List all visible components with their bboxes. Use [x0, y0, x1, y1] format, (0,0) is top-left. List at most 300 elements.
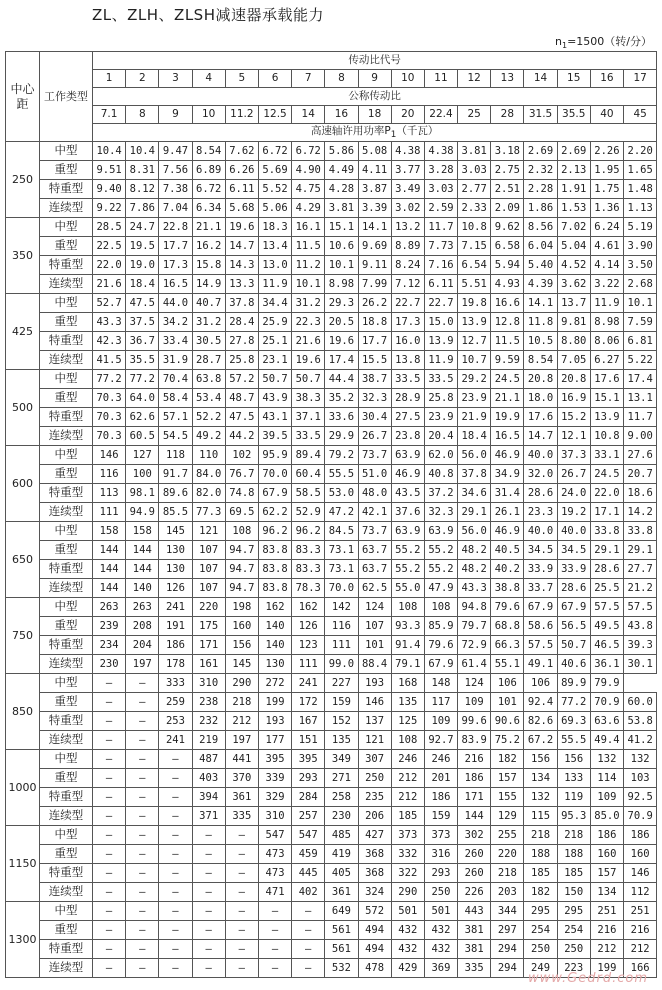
power-value-cell: 142	[325, 598, 358, 617]
power-value-cell: 212	[225, 712, 258, 731]
power-value-cell: 48.2	[458, 541, 491, 560]
power-value-cell: 63.7	[358, 560, 391, 579]
power-value-cell: 70.9	[590, 693, 623, 712]
power-value-cell: 251	[624, 902, 657, 921]
power-value-cell: 33.6	[325, 408, 358, 427]
table-row	[6, 332, 657, 351]
ratio-value-cell: 18	[358, 106, 391, 124]
table-row	[6, 712, 657, 731]
work-type-cell: 特重型	[40, 940, 93, 959]
power-value-cell: 219	[192, 731, 225, 750]
power-value-cell: 47.2	[325, 503, 358, 522]
power-value-cell: 405	[325, 864, 358, 883]
power-value-cell: 37.3	[557, 446, 590, 465]
power-value-cell: —	[126, 769, 159, 788]
power-value-cell: 55.2	[391, 541, 424, 560]
power-value-cell: —	[126, 807, 159, 826]
power-value-cell: 56.5	[557, 617, 590, 636]
power-value-cell: 17.1	[590, 503, 623, 522]
power-value-cell: 95.9	[258, 446, 291, 465]
ratio-value-cell: 45	[624, 106, 657, 124]
power-value-cell: 2.69	[557, 142, 590, 161]
power-value-cell: 13.2	[391, 218, 424, 237]
power-value-cell: 33.9	[557, 560, 590, 579]
power-value-cell: 11.5	[292, 237, 325, 256]
power-value-cell: 125	[391, 712, 424, 731]
power-value-cell: —	[93, 959, 126, 978]
power-value-cell: 99.6	[458, 712, 491, 731]
power-value-cell: 92.4	[524, 693, 557, 712]
power-value-cell: 18.8	[358, 313, 391, 332]
table-row	[6, 636, 657, 655]
power-value-cell: 272	[258, 674, 291, 693]
power-value-cell: 79.1	[391, 655, 424, 674]
power-value-cell: 3.02	[391, 199, 424, 218]
header-row-ratio-code	[6, 52, 657, 70]
power-value-cell: 44.0	[159, 294, 192, 313]
power-value-cell: 293	[424, 864, 457, 883]
ratio-value-cell: 31.5	[524, 106, 557, 124]
table-row	[6, 446, 657, 465]
power-value-cell: 94.7	[225, 541, 258, 560]
power-value-cell: 83.8	[258, 579, 291, 598]
power-header	[93, 124, 657, 142]
power-value-cell: 107	[358, 617, 391, 636]
power-value-cell: 235	[358, 788, 391, 807]
center-distance-cell: 1150	[6, 826, 40, 902]
power-value-cell: 10.1	[624, 294, 657, 313]
power-value-cell: 4.38	[391, 142, 424, 161]
ratio-code-cell: 11	[424, 70, 457, 88]
power-value-cell: 115	[524, 807, 557, 826]
power-value-cell: 94.9	[126, 503, 159, 522]
power-value-cell: 218	[225, 693, 258, 712]
power-value-cell: 402	[292, 883, 325, 902]
table-row	[6, 484, 657, 503]
power-value-cell: 218	[557, 826, 590, 845]
ratio-code-cell: 4	[192, 70, 225, 88]
power-value-cell: —	[159, 807, 192, 826]
power-value-cell: 15.2	[557, 408, 590, 427]
power-value-cell: 6.11	[424, 275, 457, 294]
power-value-cell: —	[159, 959, 192, 978]
power-value-cell: 27.5	[391, 408, 424, 427]
power-value-cell: 31.4	[491, 484, 524, 503]
power-value-cell: 20.7	[624, 465, 657, 484]
power-value-cell: 5.22	[624, 351, 657, 370]
power-value-cell: 25.8	[424, 389, 457, 408]
power-value-cell: 199	[590, 959, 623, 978]
power-value-cell: 150	[557, 883, 590, 902]
power-value-cell: 4.38	[424, 142, 457, 161]
power-value-cell: 19.5	[126, 237, 159, 256]
work-type-cell: 中型	[40, 902, 93, 921]
power-value-cell: 47.5	[126, 294, 159, 313]
table-row	[6, 351, 657, 370]
power-value-cell: 95.3	[557, 807, 590, 826]
power-value-cell: 23.3	[524, 503, 557, 522]
power-value-cell: —	[225, 940, 258, 959]
power-value-cell: —	[93, 845, 126, 864]
table-row	[6, 617, 657, 636]
power-value-cell: 370	[225, 769, 258, 788]
work-type-cell: 重型	[40, 313, 93, 332]
power-value-cell: 212	[391, 788, 424, 807]
table-row	[6, 769, 657, 788]
power-value-cell: 21.2	[624, 579, 657, 598]
power-value-cell: 11.5	[491, 332, 524, 351]
power-value-cell: 9.40	[93, 180, 126, 199]
power-value-cell: 4.14	[590, 256, 623, 275]
power-value-cell: 85.5	[159, 503, 192, 522]
power-value-cell: 7.15	[458, 237, 491, 256]
power-value-cell: 2.69	[524, 142, 557, 161]
power-value-cell: 148	[424, 674, 457, 693]
power-value-cell: —	[292, 921, 325, 940]
power-value-cell: 40.0	[557, 522, 590, 541]
power-value-cell: 113	[93, 484, 126, 503]
power-value-cell: —	[93, 826, 126, 845]
power-value-cell: 260	[458, 864, 491, 883]
power-value-cell: 4.61	[590, 237, 623, 256]
power-value-cell: 72.9	[458, 636, 491, 655]
power-value-cell: 198	[225, 598, 258, 617]
power-value-cell: 37.8	[225, 294, 258, 313]
power-value-cell: —	[192, 940, 225, 959]
power-value-cell: 16.2	[192, 237, 225, 256]
power-value-cell: 29.1	[590, 541, 623, 560]
power-value-cell: 21.1	[192, 218, 225, 237]
power-value-cell: 49.4	[590, 731, 623, 750]
power-value-cell: 92.5	[624, 788, 657, 807]
power-value-cell: 7.38	[159, 180, 192, 199]
power-value-cell: 67.9	[557, 598, 590, 617]
power-value-cell: 146	[358, 693, 391, 712]
power-value-cell: —	[258, 959, 291, 978]
table-row	[6, 902, 657, 921]
power-value-cell: 8.80	[557, 332, 590, 351]
power-value-cell: 216	[590, 921, 623, 940]
center-distance-cell: 1000	[6, 750, 40, 826]
power-value-cell: 21.6	[292, 332, 325, 351]
power-value-cell: 432	[391, 921, 424, 940]
power-value-cell: 70.3	[93, 389, 126, 408]
power-value-cell: 41.5	[93, 351, 126, 370]
power-value-cell: 284	[292, 788, 325, 807]
power-value-cell: 52.9	[292, 503, 325, 522]
power-value-cell: 79.9	[590, 674, 623, 693]
work-type-cell: 重型	[40, 693, 93, 712]
power-value-cell: 432	[391, 940, 424, 959]
ratio-value-cell: 35.5	[557, 106, 590, 124]
center-distance-cell: 425	[6, 294, 40, 370]
power-value-cell: 16.9	[557, 389, 590, 408]
power-value-cell: 14.1	[524, 294, 557, 313]
power-value-cell: 132	[590, 750, 623, 769]
work-type-cell: 特重型	[40, 408, 93, 427]
power-value-cell: —	[126, 750, 159, 769]
power-value-cell: 137	[358, 712, 391, 731]
power-value-cell: 56.0	[458, 446, 491, 465]
power-value-cell: 23.9	[424, 408, 457, 427]
power-value-cell: 73.1	[325, 560, 358, 579]
power-value-cell: 27.6	[624, 446, 657, 465]
power-value-cell: 2.20	[624, 142, 657, 161]
power-value-cell: 46.5	[590, 636, 623, 655]
power-value-cell: 67.9	[424, 655, 457, 674]
power-value-cell: 155	[491, 788, 524, 807]
power-value-cell: 106	[524, 674, 557, 693]
power-value-cell: 77.2	[557, 693, 590, 712]
power-value-cell: 34.9	[491, 465, 524, 484]
header-row-nominal	[6, 88, 657, 106]
power-value-cell: 44.4	[325, 370, 358, 389]
load-capacity-table	[5, 51, 657, 978]
power-value-cell: 15.5	[358, 351, 391, 370]
power-value-cell: —	[93, 731, 126, 750]
speed-value: =1500（转/分）	[567, 35, 652, 48]
power-value-cell: —	[159, 788, 192, 807]
power-value-cell: 10.1	[325, 256, 358, 275]
power-value-cell: —	[126, 788, 159, 807]
power-value-cell: 4.90	[292, 161, 325, 180]
power-value-cell: 3.81	[458, 142, 491, 161]
power-value-cell: 26.7	[557, 465, 590, 484]
power-value-cell: 193	[258, 712, 291, 731]
power-value-cell: 5.04	[557, 237, 590, 256]
power-value-cell: 17.4	[624, 370, 657, 389]
power-value-cell: —	[126, 693, 159, 712]
ratio-code-cell: 13	[491, 70, 524, 88]
power-value-cell: 130	[159, 560, 192, 579]
power-value-cell: 6.72	[292, 142, 325, 161]
power-value-cell: 251	[590, 902, 623, 921]
power-value-cell: 55.0	[391, 579, 424, 598]
power-value-cell: 172	[292, 693, 325, 712]
power-value-cell: 8.12	[126, 180, 159, 199]
power-value-cell: 34.5	[557, 541, 590, 560]
power-value-cell: 11.2	[292, 256, 325, 275]
power-value-cell: 12.8	[491, 313, 524, 332]
power-value-cell: 33.7	[524, 579, 557, 598]
power-value-cell: 197	[126, 655, 159, 674]
power-value-cell: 241	[159, 731, 192, 750]
power-value-cell: 110	[192, 446, 225, 465]
table-row	[6, 845, 657, 864]
work-type-cell: 中型	[40, 446, 93, 465]
power-value-cell: 271	[325, 769, 358, 788]
power-value-cell: 39.5	[258, 427, 291, 446]
power-value-cell: 83.8	[258, 560, 291, 579]
power-value-cell: 28.6	[557, 579, 590, 598]
power-value-cell: 98.1	[126, 484, 159, 503]
power-value-cell: 1.75	[590, 180, 623, 199]
power-value-cell: —	[292, 959, 325, 978]
ratio-code-cell: 7	[292, 70, 325, 88]
power-value-cell: 166	[624, 959, 657, 978]
power-value-cell: 33.5	[391, 370, 424, 389]
work-type-cell: 中型	[40, 218, 93, 237]
power-value-cell: 16.5	[491, 427, 524, 446]
power-value-cell: 3.28	[424, 161, 457, 180]
power-value-cell: 107	[192, 560, 225, 579]
power-value-cell: —	[126, 864, 159, 883]
power-value-cell: 4.39	[524, 275, 557, 294]
power-value-cell: —	[126, 902, 159, 921]
power-value-cell: 487	[192, 750, 225, 769]
power-value-cell: —	[192, 845, 225, 864]
table-row	[6, 180, 657, 199]
table-row	[6, 218, 657, 237]
power-header-suffix: （千瓦）	[396, 124, 439, 137]
power-value-cell: 246	[424, 750, 457, 769]
power-value-cell: 3.49	[391, 180, 424, 199]
power-value-cell: 7.73	[424, 237, 457, 256]
power-value-cell: 22.7	[391, 294, 424, 313]
watermark: www.Gedrd.com	[527, 971, 648, 986]
power-value-cell: 34.4	[258, 294, 291, 313]
power-value-cell: 119	[557, 788, 590, 807]
power-value-cell: 7.62	[225, 142, 258, 161]
power-value-cell: 99.0	[325, 655, 358, 674]
power-value-cell: 123	[292, 636, 325, 655]
power-value-cell: 19.6	[225, 218, 258, 237]
power-value-cell: 68.8	[491, 617, 524, 636]
ratio-code-cell: 3	[159, 70, 192, 88]
power-value-cell: —	[126, 921, 159, 940]
power-value-cell: —	[159, 769, 192, 788]
power-value-cell: 471	[258, 883, 291, 902]
power-value-cell: 547	[258, 826, 291, 845]
power-value-cell: 54.5	[159, 427, 192, 446]
power-value-cell: 13.0	[258, 256, 291, 275]
ratio-code-cell: 15	[557, 70, 590, 88]
power-value-cell: 129	[491, 807, 524, 826]
power-value-cell: 9.81	[557, 313, 590, 332]
power-value-cell: 47.5	[225, 408, 258, 427]
power-value-cell: 159	[325, 693, 358, 712]
power-value-cell: 2.32	[524, 161, 557, 180]
power-value-cell: 7.59	[624, 313, 657, 332]
power-value-cell: 160	[624, 845, 657, 864]
power-value-cell: 2.28	[524, 180, 557, 199]
power-value-cell: 381	[458, 940, 491, 959]
power-value-cell: 10.4	[93, 142, 126, 161]
power-value-cell: 182	[524, 883, 557, 902]
power-value-cell: 46.9	[491, 522, 524, 541]
power-value-cell: —	[93, 750, 126, 769]
power-value-cell: 175	[192, 617, 225, 636]
power-value-cell: 57.5	[590, 598, 623, 617]
power-value-cell: 254	[557, 921, 590, 940]
power-value-cell: 32.3	[358, 389, 391, 408]
power-value-cell: 6.04	[524, 237, 557, 256]
ratio-code-cell: 6	[258, 70, 291, 88]
center-distance-header: 中心距	[6, 52, 40, 142]
power-value-cell: 3.77	[391, 161, 424, 180]
power-value-cell: 188	[524, 845, 557, 864]
power-value-cell: 42.3	[93, 332, 126, 351]
power-value-cell: 216	[624, 921, 657, 940]
power-value-cell: 9.11	[358, 256, 391, 275]
power-value-cell: —	[93, 921, 126, 940]
power-value-cell: 22.7	[424, 294, 457, 313]
power-value-cell: —	[192, 883, 225, 902]
ratio-value-cell: 10	[192, 106, 225, 124]
power-value-cell: 5.51	[458, 275, 491, 294]
power-value-cell: 30.5	[192, 332, 225, 351]
power-value-cell: 295	[557, 902, 590, 921]
work-type-cell: 连续型	[40, 351, 93, 370]
power-value-cell: 332	[391, 845, 424, 864]
power-value-cell: 144	[93, 541, 126, 560]
power-value-cell: 40.2	[491, 560, 524, 579]
power-value-cell: 85.0	[590, 807, 623, 826]
power-value-cell: 201	[424, 769, 457, 788]
power-value-cell: 53.8	[624, 712, 657, 731]
power-value-cell: 2.59	[424, 199, 457, 218]
ratio-value-cell: 14	[292, 106, 325, 124]
power-value-cell: 1.53	[557, 199, 590, 218]
power-value-cell: 52.7	[93, 294, 126, 313]
ratio-value-cell: 28	[491, 106, 524, 124]
power-value-cell: 37.5	[126, 313, 159, 332]
power-value-cell: 35.2	[325, 389, 358, 408]
page-title: ZL、ZLH、ZLSH减速器承载能力	[92, 6, 324, 24]
ratio-code-header: 传动比代号	[93, 52, 657, 70]
power-value-cell: 4.49	[325, 161, 358, 180]
power-value-cell: 73.1	[325, 541, 358, 560]
power-value-cell: 29.1	[624, 541, 657, 560]
power-value-cell: 6.72	[258, 142, 291, 161]
power-value-cell: 43.3	[458, 579, 491, 598]
power-value-cell: 160	[590, 845, 623, 864]
power-value-cell: 13.4	[258, 237, 291, 256]
power-value-cell: 60.4	[292, 465, 325, 484]
power-value-cell: 109	[424, 712, 457, 731]
power-value-cell: 478	[358, 959, 391, 978]
power-value-cell: 4.11	[358, 161, 391, 180]
power-value-cell: 43.1	[258, 408, 291, 427]
power-value-cell: 1.36	[590, 199, 623, 218]
power-value-cell: 121	[358, 731, 391, 750]
power-value-cell: 1.91	[557, 180, 590, 199]
power-value-cell: 58.4	[159, 389, 192, 408]
power-value-cell: 19.9	[491, 408, 524, 427]
power-value-cell: 547	[292, 826, 325, 845]
power-value-cell: 133	[557, 769, 590, 788]
power-value-cell: 78.3	[292, 579, 325, 598]
power-value-cell: 31.2	[192, 313, 225, 332]
power-value-cell: 89.4	[292, 446, 325, 465]
power-value-cell: 50.7	[258, 370, 291, 389]
power-value-cell: 395	[292, 750, 325, 769]
ratio-value-cell: 8	[126, 106, 159, 124]
ratio-value-cell: 9	[159, 106, 192, 124]
power-value-cell: 14.2	[624, 503, 657, 522]
power-value-cell: 206	[358, 807, 391, 826]
power-value-cell: 9.62	[491, 218, 524, 237]
power-value-cell: 239	[93, 617, 126, 636]
power-value-cell: 67.2	[524, 731, 557, 750]
power-value-cell: 18.0	[524, 389, 557, 408]
power-value-cell: —	[225, 864, 258, 883]
work-type-cell: 连续型	[40, 427, 93, 446]
work-type-cell: 连续型	[40, 731, 93, 750]
power-value-cell: 140	[258, 636, 291, 655]
power-value-cell: 69.5	[225, 503, 258, 522]
power-value-cell: —	[93, 864, 126, 883]
